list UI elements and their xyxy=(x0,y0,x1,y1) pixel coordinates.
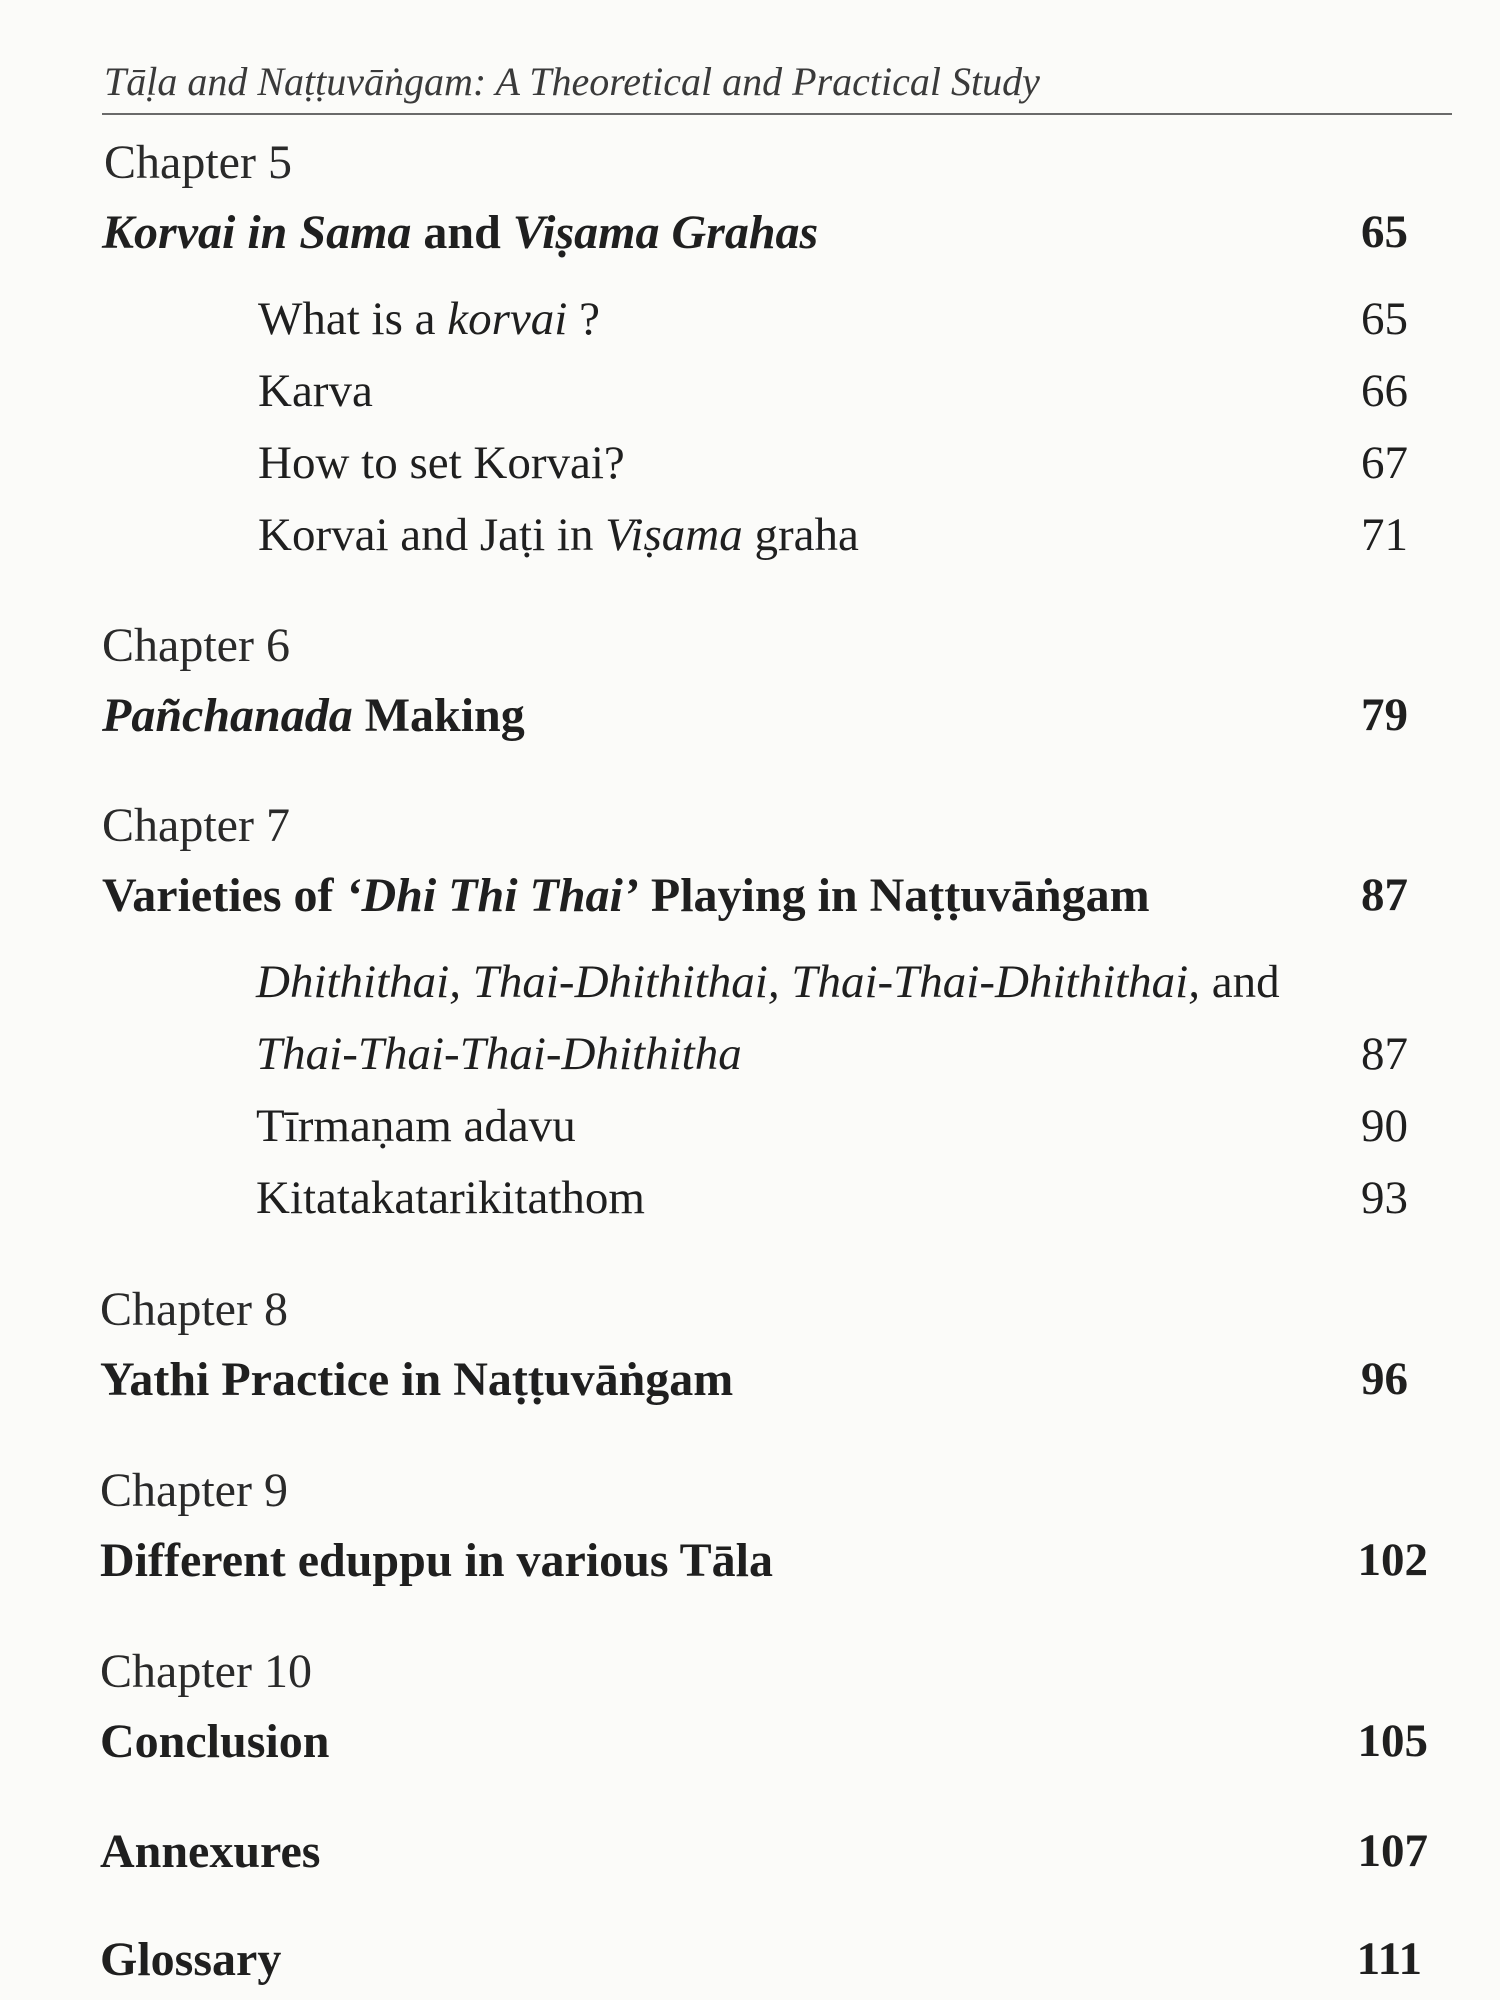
annexures-title: Annexures xyxy=(100,1825,321,1878)
chapter-8-title: Yathi Practice in Naṭṭuvāṅgam xyxy=(100,1353,734,1406)
chapter-6-label: Chapter 6 xyxy=(102,619,290,672)
chapter-5-page: 65 xyxy=(1361,206,1408,258)
section-thai-thai-thai: Thai-Thai-Thai-Dhithitha xyxy=(256,1028,742,1080)
section-tirmanam-adavu-page: 90 xyxy=(1361,1100,1408,1152)
section-what-is-korvai: What is a korvai ? xyxy=(258,293,600,345)
glossary-title: Glossary xyxy=(100,1933,282,1986)
section-korvai-and-jati: Korvai and Jaṭi in Viṣama graha xyxy=(258,509,859,561)
glossary-page: 111 xyxy=(1356,1933,1422,1985)
chapter-6-page: 79 xyxy=(1361,689,1408,741)
chapter-9-title: Different eduppu in various Tāla xyxy=(100,1534,774,1587)
chapter-10-page: 105 xyxy=(1357,1715,1428,1767)
chapter-10-title: Conclusion xyxy=(100,1715,330,1768)
chapter-7-title: Varieties of ‘Dhi Thi Thai’ Playing in Naṭṭuvāṅgam xyxy=(102,869,1150,922)
chapter-8-label: Chapter 8 xyxy=(100,1283,288,1336)
section-what-is-korvai-page: 65 xyxy=(1361,293,1408,345)
chapter-7-page: 87 xyxy=(1361,869,1408,921)
section-thai-thai-thai-page: 87 xyxy=(1361,1028,1408,1080)
section-karva-page: 66 xyxy=(1361,365,1408,417)
header-rule xyxy=(102,113,1452,115)
section-kitatakatarikitathom-page: 93 xyxy=(1361,1172,1408,1224)
chapter-9-label: Chapter 9 xyxy=(100,1464,288,1517)
section-tirmanam-adavu: Tīrmaṇam adavu xyxy=(256,1100,576,1152)
chapter-9-page: 102 xyxy=(1357,1534,1428,1586)
section-korvai-and-jati-page: 71 xyxy=(1361,509,1408,561)
chapter-6-title: Pañchanada Making xyxy=(102,689,525,742)
chapter-5-title: Korvai in Sama and Viṣama Grahas xyxy=(102,206,819,259)
running-head: Tāḷa and Naṭṭuvāṅgam: A Theoretical and Practical Study xyxy=(104,59,1040,104)
chapter-7-label: Chapter 7 xyxy=(102,799,290,852)
section-dhithithai-variants: Dhithithai, Thai-Dhithithai, Thai-Thai-Dhithithai, and xyxy=(256,956,1280,1008)
section-how-to-set-korvai-page: 67 xyxy=(1361,437,1408,489)
section-kitatakatarikitathom: Kitatakatarikitathom xyxy=(256,1172,645,1224)
chapter-8-page: 96 xyxy=(1361,1353,1408,1405)
section-how-to-set-korvai: How to set Korvai? xyxy=(258,437,625,489)
chapter-5-label: Chapter 5 xyxy=(104,136,292,189)
chapter-10-label: Chapter 10 xyxy=(100,1645,312,1698)
annexures-page: 107 xyxy=(1357,1825,1428,1877)
section-karva: Karva xyxy=(258,365,373,417)
